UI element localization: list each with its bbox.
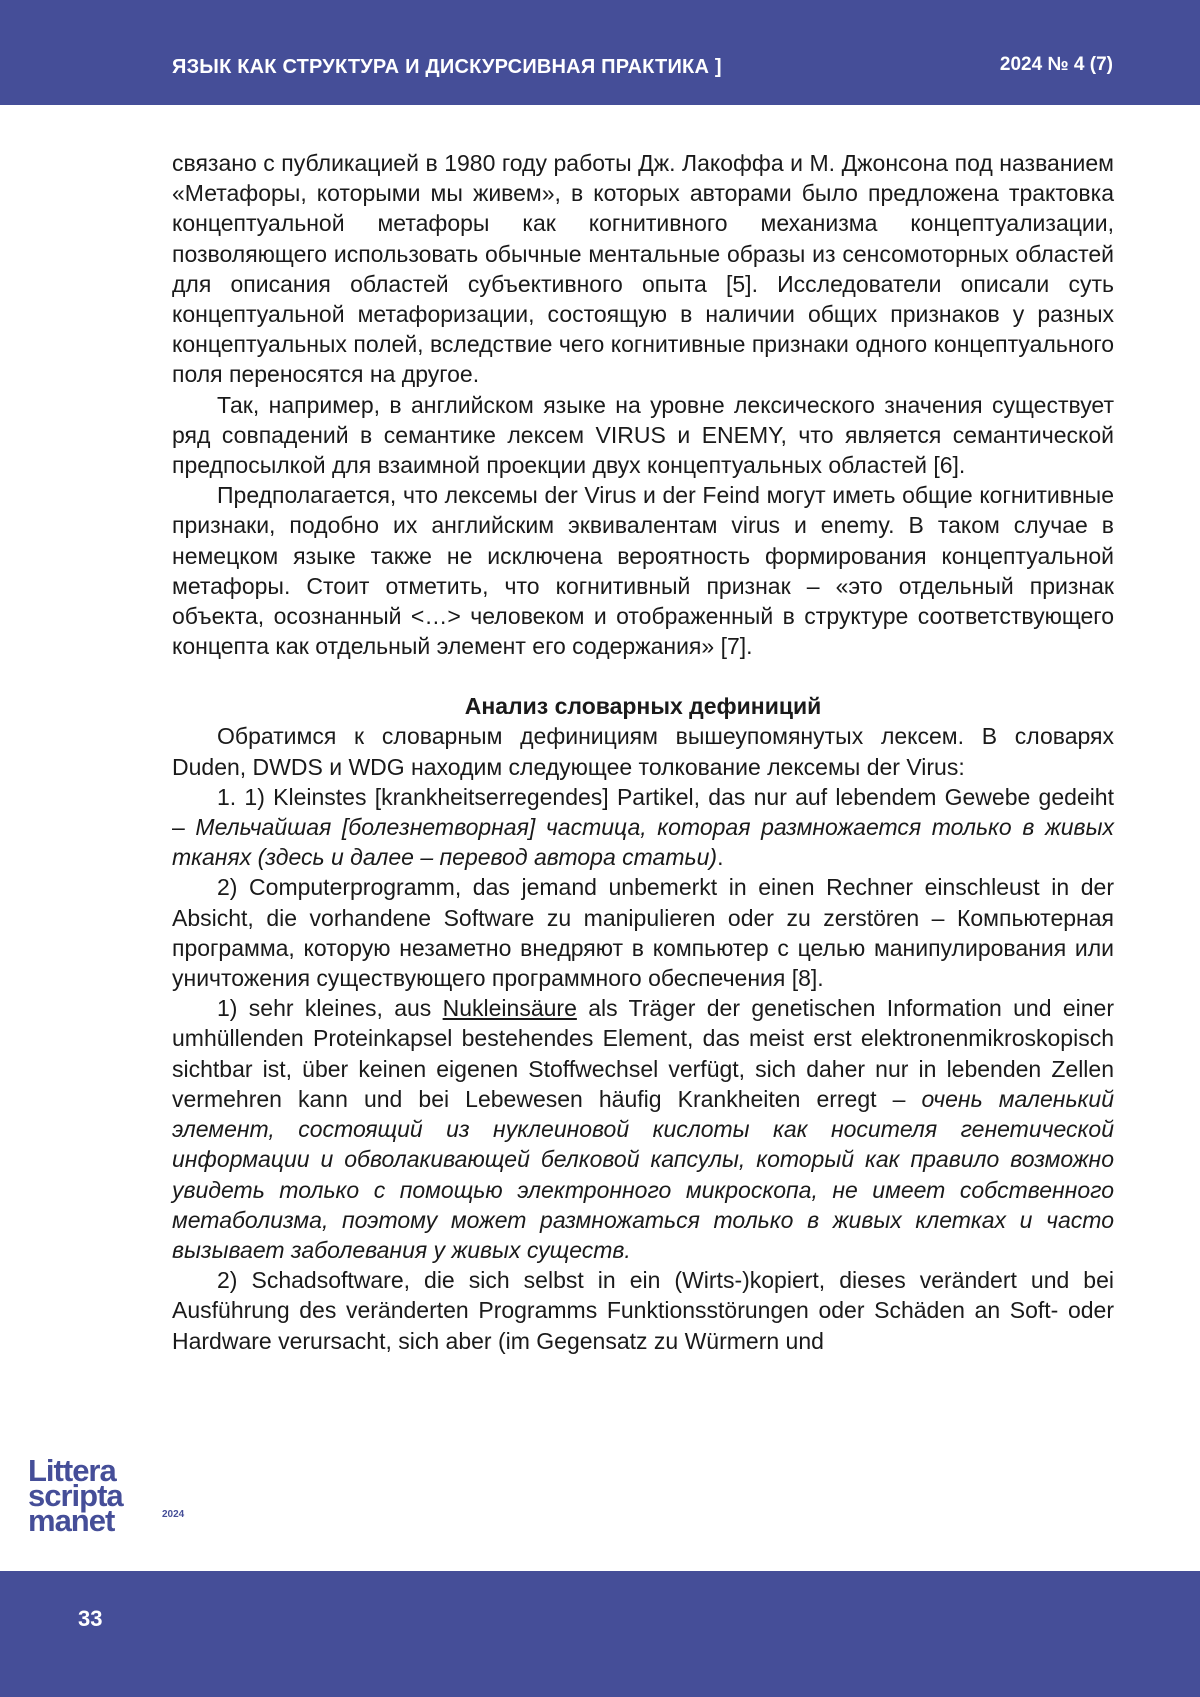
issue-number: 2024 № 4 (7): [999, 54, 1113, 75]
journal-logo: [28, 1453, 185, 1538]
german-definition-start: 1) sehr kleines, aus: [217, 995, 443, 1022]
definition-paragraph: 2) Computerprogramm, das jemand unbemerkt in einen Rechner einschleust in der Absicht, die vorhandene Software zu manipulieren oder zu zerstören – Компьютерная программа, которую незаметно внедряют в компьютер с целью манипулирования или уничтожения существующего программного обеспечения [8].: [172, 874, 1114, 992]
logo-line-2: scripta: [28, 1478, 123, 1513]
definition-paragraph: 2) Schadsoftware, die sich selbst in ein (Wirts-)kopiert, dieses verändert und bei Ausführung des veränderten Programms Funktionsstörungen oder Schäden an Soft- oder Hardware verursacht, sich aber (im Gegensatz zu Würmern und: [172, 1267, 1114, 1354]
nukleinsaeure-link[interactable]: Nukleinsäure: [442, 995, 577, 1022]
logo-line-1: Littera: [28, 1453, 116, 1488]
paragraph: Предполагается, что лексемы der Virus и der Feind могут иметь общие когнитивные признаки, подобно их английским эквивалентам virus и enemy. В таком случае в немецком языке также не исключена вероятность формирования концептуальной метафоры. Стоит отметить, что когнитивный признак – «это отдельный признак объекта, осознанный <…> человеком и отображенный в структуре соответствующего концепта как отдельный элемент его содержания» [7].: [172, 482, 1114, 660]
russian-translation: Мельчайшая [болезнетворная] частица, которая размножается только в живых тканях (здесь и далее – перевод автора статьи): [172, 814, 1114, 871]
definition-paragraph: [172, 993, 1114, 1265]
article-body: [172, 148, 1114, 1356]
paragraph: Обратимся к словарным дефинициям вышеупомянутых лексем. В словарях Duden, DWDS и WDG находим следующее толкование лексемы der Virus:: [172, 723, 1114, 780]
journal-section-title: ЯЗЫК КАК СТРУКТУРА И ДИСКУРСИВНАЯ ПРАКТИКА ]: [172, 56, 722, 78]
logo-line-3: manet: [28, 1503, 115, 1538]
page-footer: [0, 1571, 1200, 1697]
german-definition: 1. 1) Kleinstes [krankheitserregendes] Partikel, das nur auf lebendem Gewebe gedeiht –: [172, 783, 1114, 841]
page-number: 33: [78, 1606, 103, 1631]
paragraph: Так, например, в английском языке на уровне лексического значения существует ряд совпадений в семантике лексем VIRUS и ENEMY, что является семантической предпосылкой для взаимной проекции двух концептуальных областей [6].: [172, 391, 1114, 479]
paragraph: связано с публикацией в 1980 году работы Дж. Лакоффа и М. Джонсона под названием «Метафоры, которыми мы живем», в которых авторами было предложена трактовка концептуальной метафоры как когнитивного механизма концептуализации, позволяющего использовать обычные ментальные образы из сенсомоторных областей для описания областей субъективного опыта [5]. Исследователи описали суть концептуальной метафоризации, состоящую в наличии общих признаков у разных концептуальных полей, вследствие чего когнитивные признаки одного концептуального поля переносятся на другое.: [172, 150, 1114, 388]
section-heading: Анализ словарных дефиниций: [464, 693, 822, 720]
german-definition: als Träger der genetischen Information und einer umhüllenden Proteinkapsel bestehendes Element, das meist erst elektronenmikroskopisch sichtbar ist, über keinen eigenen Stoffwechsel verfügt, sich daher nur in lebenden Zellen vermehren kann und bei Lebewesen häufig Krankheiten erregt –: [172, 995, 1114, 1112]
logo-year: 2024: [162, 1509, 185, 1520]
russian-translation: очень маленький элемент, состоящий из нуклеиновой кислоты как носителя генетической информации и обволакивающей белковой капсулы, который как правило возможно увидеть только с помощью электронного микроскопа, не имеет собственного метаболизма, поэтому может размножаться только в живых клетках и часто вызывает заболевания у живых существ.: [172, 1085, 1115, 1263]
page-header: [0, 0, 1200, 105]
definition-paragraph: [172, 782, 1114, 873]
punctuation: .: [717, 844, 724, 871]
